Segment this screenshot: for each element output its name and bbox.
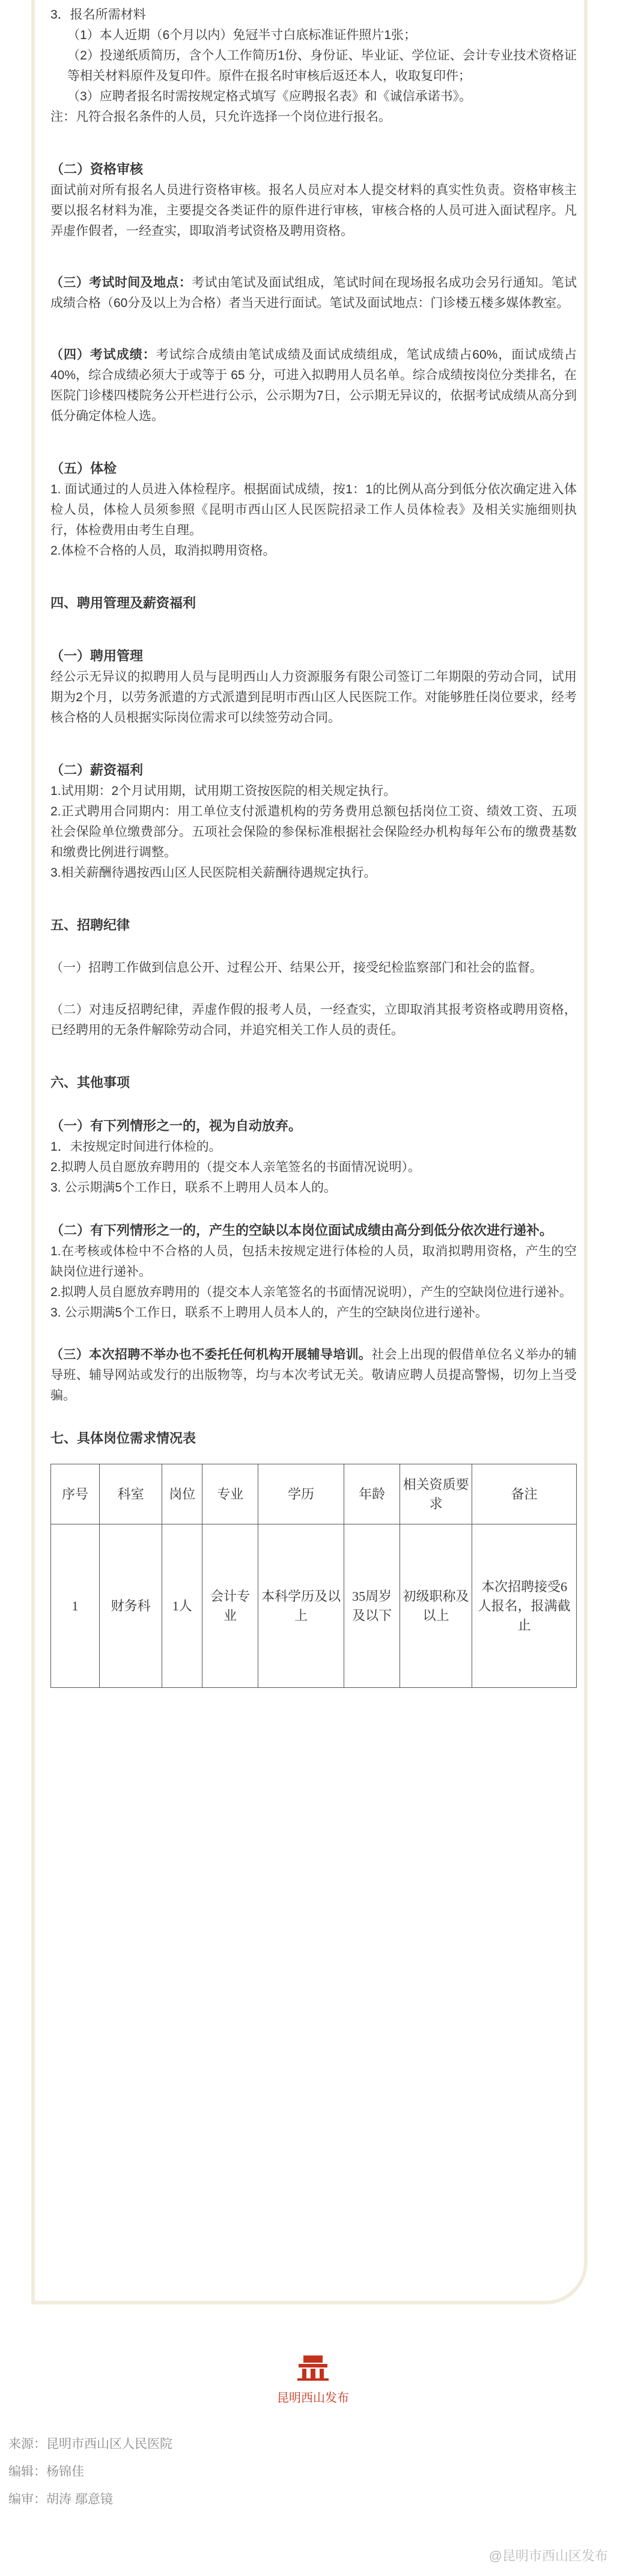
exam-time-title: （三）考试时间及地点： (50, 276, 192, 290)
forfeit-item-1: 1．未按规定时间进行体检的。 (50, 1140, 222, 1154)
health-check-item-2: 2.体检不合格的人员，取消拟聘用资格。 (50, 544, 276, 558)
exam-time-body: 考试由笔试及面试组成，笔试时间在现场报名成功会另行通知。笔试成绩合格（60分及以上为合格）者当天进行面试。笔试及面试地点：门诊楼五楼多媒体教室。 (50, 276, 577, 310)
table-header-cell: 专业 (202, 1464, 258, 1524)
table-row (51, 1524, 577, 1688)
job-requirements-table (50, 1464, 577, 1688)
article-footer (0, 2337, 626, 2576)
table-header-cell: 相关资质要求 (400, 1464, 472, 1524)
table-cell: 本科学历及以上 (258, 1524, 344, 1688)
section-5-title: 五、招聘纪律 (50, 918, 130, 933)
substitution-title: （二）有下列情形之一的，产生的空缺以本岗位面试成绩由高分到低分依次进行递补。 (50, 1223, 553, 1238)
table-header-cell: 年龄 (344, 1464, 400, 1524)
forfeit-item-2: 2.拟聘人员自愿放弃聘用的（提交本人亲笔签名的书面情况说明）。 (50, 1160, 421, 1174)
credits (8, 2431, 172, 2514)
section-4-title: 四、聘用管理及薪资福利 (50, 595, 196, 611)
brand-logo[interactable] (0, 2353, 626, 2407)
health-check-title: （五）体检 (50, 461, 117, 476)
table-header-cell: 序号 (51, 1464, 100, 1524)
salary-item-2: 2.正式聘用合同期内：用工单位支付派遣机构的劳务费用总额包括岗位工资、绩效工资、五项社会保险单位缴费部分。五项社会保险的参保标准根据社会保险经办机构每年公布的缴费基数和缴费比例进行调整。 (50, 805, 577, 859)
reviewer-line: 编审：胡涛 鄢意镜 (8, 2492, 113, 2506)
employment-mgmt-title: （一）聘用管理 (50, 648, 144, 663)
table-header-cell: 科室 (100, 1464, 162, 1524)
salary-title: （二）薪资福利 (50, 763, 144, 778)
scores-body: 考试综合成绩由笔试成绩及面试成绩组成，笔试成绩占60%，面试成绩占40%，综合成绩必须大于或等于 65 分，可进入拟聘用人员名单。综合成绩按岗位分类排名，在医院门诊楼四楼院务公开栏进行公示，公示期为7日，公示期无异议的，依据考试成绩从高分到低分确定体检人选。 (50, 348, 577, 423)
table-header-cell: 岗位 (162, 1464, 202, 1524)
table-cell: 35周岁及以下 (344, 1524, 400, 1688)
materials-heading: 3．报名所需材料 (50, 8, 146, 22)
employment-mgmt-body: 经公示无异议的拟聘用人员与昆明西山人力资源服务有限公司签订二年期限的劳动合同，试用期为2个月，以劳务派遣的方式派遣到昆明市西山区人民医院工作。对能够胜任岗位要求，经考核合格的人员根据实际岗位需求可以续签劳动合同。 (50, 670, 577, 725)
discipline-item-2: （二）对违反招聘纪律，弄虚作假的报考人员，一经查实，立即取消其报考资格或聘用资格，已经聘用的无条件解除劳动合同，并追究相关工作人员的责任。 (50, 1003, 577, 1037)
table-cell: 会计专业 (202, 1524, 258, 1688)
health-check-item-1: 1. 面试通过的人员进入体检程序。根据面试成绩，按1：1的比例从高分到低分依次确定进入体检人员，体检人员须参照《昆明市西山区人民医院招录工作人员体检表》及相关实施细则执行，体检费用由考生自理。 (50, 483, 577, 537)
table-header-row (51, 1464, 577, 1524)
table-header-cell: 学历 (258, 1464, 344, 1524)
discipline-item-1: （一）招聘工作做到信息公开、过程公开、结果公开，接受纪检监察部门和社会的监督。 (50, 961, 542, 975)
review-title: （二）资格审核 (50, 162, 144, 177)
exam-time-paragraph (50, 273, 577, 314)
no-training-paragraph (50, 1345, 577, 1406)
review-body: 面试前对所有报名人员进行资格审核。报名人员应对本人提交材料的真实性负责。资格审核主要以报名材料为准，主要提交各类证件的原件进行审核，审核合格的人员可进入面试程序。凡弄虚作假者，一经查实，即取消考试资格及聘用资格。 (50, 183, 577, 238)
scores-paragraph (50, 345, 577, 427)
forfeit-title: （一）有下列情形之一的，视为自动放弃。 (50, 1118, 302, 1133)
article-body (50, 5, 577, 1688)
salary-item-3: 3.相关薪酬待遇按西山区人民医院相关薪酬待遇规定执行。 (50, 866, 377, 880)
substitution-item-3: 3. 公示期满5个工作日，联系不上聘用人员本人的，产生的空缺岗位进行递补。 (50, 1306, 488, 1320)
materials-item-1: （1）本人近期（6个月以内）免冠半寸白底标准证件照片1张； (67, 28, 417, 42)
table-header-cell: 备注 (472, 1464, 577, 1524)
building-logo-icon (296, 2353, 330, 2381)
no-training-body: 社会上出现的假借单位名义举办的辅导班、辅导网站或发行的出版物等，均与本次考试无关。敬请应聘人员提高警惕，切勿上当受骗。 (50, 1348, 577, 1402)
table-cell: 财务科 (100, 1524, 162, 1688)
brand-name: 昆明西山发布 (277, 2392, 349, 2405)
editor-line: 编辑：杨锦佳 (8, 2465, 84, 2479)
table-cell: 本次招聘接受6人报名，报满截止 (472, 1524, 577, 1688)
table-cell: 初级职称及以上 (400, 1524, 472, 1688)
materials-item-2: （2）投递纸质简历，含个人工作简历1份、身份证、毕业证、学位证、会计专业技术资格证等相关材料原件及复印件。原件在报名时审核后返还本人，收取复印件； (67, 49, 577, 83)
substitution-item-2: 2.拟聘人员自愿放弃聘用的（提交本人亲笔签名的书面情况说明），产生的空缺岗位进行递补。 (50, 1285, 573, 1299)
substitution-item-1: 1.在考核或体检中不合格的人员，包括未按规定进行体检的人员，取消拟聘用资格，产生的空缺岗位进行递补。 (50, 1244, 577, 1279)
forfeit-item-3: 3. 公示期满5个工作日，联系不上聘用人员本人的。 (50, 1181, 337, 1195)
table-cell: 1人 (162, 1524, 202, 1688)
no-training-title: （三）本次招聘不举办也不委托任何机构开展辅导培训。 (50, 1348, 372, 1362)
section-7-title: 七、具体岗位需求情况表 (50, 1431, 196, 1446)
salary-item-1: 1.试用期：2个月试用期，试用期工资按医院的相关规定执行。 (50, 784, 397, 798)
table-cell: 1 (51, 1524, 100, 1688)
materials-item-3: （3）应聘者报名时需按规定格式填写《应聘报名表》和《诚信承诺书》。 (67, 90, 472, 103)
scores-title: （四）考试成绩： (50, 348, 156, 362)
section-6-title: 六、其他事项 (50, 1075, 130, 1090)
source-line: 来源：昆明市西山区人民医院 (8, 2437, 172, 2451)
weibo-watermark: @昆明市西山区发布 (488, 2548, 608, 2563)
materials-note: 注：凡符合报名条件的人员，只允许选择一个岗位进行报名。 (50, 110, 391, 124)
